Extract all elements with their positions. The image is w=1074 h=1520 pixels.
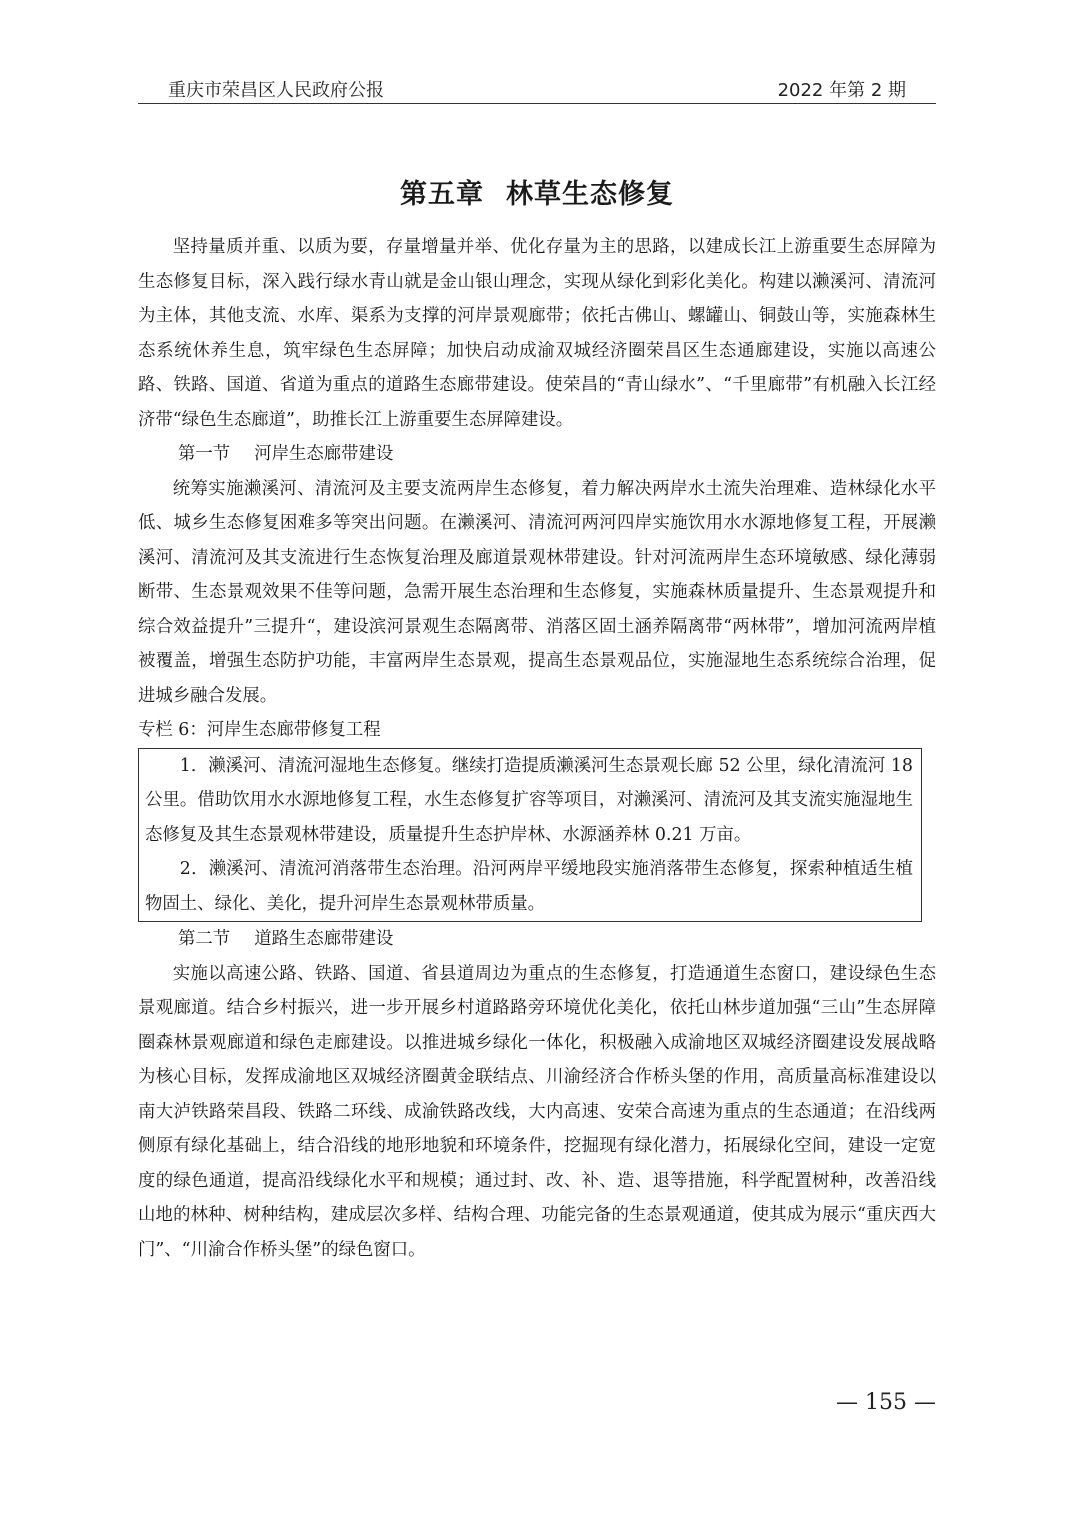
section-1-paragraph: 统筹实施濑溪河、清流河及主要支流两岸生态修复，着力解决两岸水土流失治理难、造林绿化水平低、城乡生态修复困难多等突出问题。在濑溪河、清流河两河四岸实施饮用水水源地修复工程，开展濑溪河、清流河及其支流进行生态恢复治理及廊道景观林带建设。针对河流两岸生态环境敏感、绿化薄弱断带、生态景观效果不佳等问题，急需开展生态治理和生态修复，实施森林质量提升、生态景观提升和综合效益提升”三提升“，建设滨河景观生态隔离带、消落区固土涵养隔离带“两林带”，增加河流两岸植被覆盖，增强生态防护功能，丰富两岸生态景观，提高生态景观品位，实施湿地生态系统综合治理，促进城乡融合发展。 xyxy=(138,478,936,706)
chapter-number: 第五章 xyxy=(400,179,484,210)
box-item-2: 2．濑溪河、清流河消落带生态治理。沿河两岸平缓地段实施消落带生态修复，探索种植适生植物固土、绿化、美化，提升河岸生态景观林带质量。 xyxy=(145,859,913,914)
page-number: — 155 — xyxy=(836,1390,936,1415)
project-box xyxy=(138,748,922,923)
section-2-paragraph: 实施以高速公路、铁路、国道、省县道周边为重点的生态修复，打造通道生态窗口，建设绿色生态景观廊道。结合乡村振兴，进一步开展乡村道路路旁环境优化美化，依托山林步道加强“三山”生态屏障圈森林景观廊道和绿色走廊建设。以推进城乡绿化一体化，积极融入成渝地区双城经济圈建设发展战略为核心目标，发挥成渝地区双城经济圈黄金联结点、川渝经济合作桥头堡的作用，高质量高标准建设以南大泸铁路荣昌段、铁路二环线、成渝铁路改线，大内高速、安荣合高速为重点的生态通道；在沿线两侧原有绿化基础上，结合沿线的地形地貌和环境条件，挖掘现有绿化潜力，拓展绿化空间，建设一定宽度的绿色通道，提高沿线绿化水平和规模；通过封、改、补、造、退等措施，科学配置树种，改善沿线山地的林种、树种结构，建成层次多样、结构合理、功能完备的生态景观通道，使其成为展示“重庆西大门”、“川渝合作桥头堡”的绿色窗口。 xyxy=(138,963,936,1260)
box-title: 专栏 6：河岸生态廊带修复工程 xyxy=(138,720,381,740)
section-1-number: 第一节 xyxy=(178,444,231,464)
section-2-title: 道路生态廊带建设 xyxy=(254,929,394,949)
intro-paragraph: 坚持量质并重、以质为要，存量增量并举、优化存量为主的思路，以建成长江上游重要生态屏障为生态修复目标，深入践行绿水青山就是金山银山理念，实现从绿化到彩化美化。构建以濑溪河、清流河为主体，其他支流、水库、渠系为支撑的河岸景观廊带；依托古佛山、螺罐山、铜鼓山等，实施森林生态系统休养生息，筑牢绿色生态屏障；加快启动成渝双城经济圈荣昌区生态通廊建设，实施以高速公路、铁路、国道、省道为重点的道路生态廊带建设。使荣昌的“青山绿水”、“千里廊带”有机融入长江经济带“绿色生态廊道”，助推长江上游重要生态屏障建设。 xyxy=(138,237,936,430)
section-2-heading xyxy=(138,922,936,957)
section-1-heading xyxy=(138,437,936,472)
section-2-number: 第二节 xyxy=(178,929,231,949)
section-1-title: 河岸生态廊带建设 xyxy=(254,444,394,464)
box-item-1: 1．濑溪河、清流河湿地生态修复。继续打造提质濑溪河生态景观长廊 52 公里，绿化清流河 18 公里。借助饮用水水源地修复工程，水生态修复扩容等项目，对濑溪河、清流河及其支流实施湿地生态修复及其生态景观林带建设，质量提升生态护岸林、水源涵养林 0.21 万亩。 xyxy=(145,755,913,845)
page-content xyxy=(138,230,936,1267)
header-divider xyxy=(138,103,936,104)
chapter-name: 林草生态修复 xyxy=(506,179,674,210)
chapter-title xyxy=(0,172,1074,211)
publication-name: 重庆市荣昌区人民政府公报 xyxy=(168,80,384,101)
issue-number: 2022 年第 2 期 xyxy=(777,80,906,101)
